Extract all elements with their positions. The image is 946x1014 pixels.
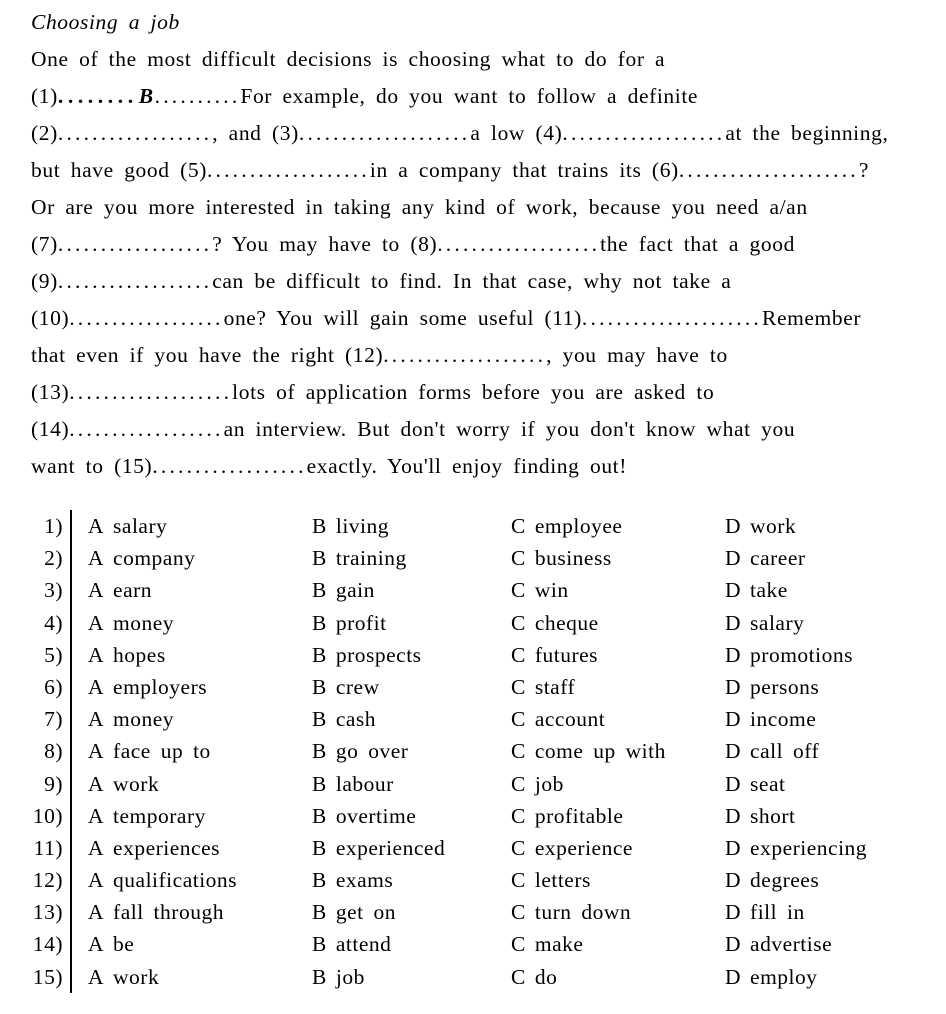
option-letter: A	[88, 674, 105, 699]
option-d	[725, 800, 946, 832]
option-letter: A	[88, 900, 105, 925]
passage-line	[31, 78, 936, 115]
passage-line	[31, 41, 936, 78]
option-word: qualifications	[113, 868, 238, 893]
option-letter: D	[725, 642, 742, 667]
option-letter: B	[312, 803, 327, 828]
option-letter: C	[511, 514, 526, 538]
option-word: fill in	[750, 900, 805, 925]
option-b	[312, 864, 511, 896]
question-number: 3)	[44, 578, 63, 603]
option-row	[0, 896, 946, 928]
option-row	[0, 800, 946, 832]
gap-dots: ...................	[383, 343, 547, 367]
option-word: career	[750, 546, 806, 571]
option-cells	[70, 542, 946, 574]
option-letter: D	[725, 610, 742, 635]
gap-dots: .....................	[581, 306, 762, 330]
option-letter: D	[725, 514, 742, 538]
gap-dots: ...................	[562, 121, 726, 145]
option-word: employ	[750, 964, 818, 989]
option-letter: D	[725, 674, 742, 699]
option-letter: C	[511, 546, 526, 571]
passage-line	[31, 226, 936, 263]
option-a	[88, 703, 312, 735]
option-c	[511, 864, 725, 896]
option-word: account	[534, 707, 606, 732]
option-a	[88, 832, 312, 864]
option-letter: B	[312, 707, 327, 732]
option-word: persons	[750, 674, 820, 699]
option-word: experience	[534, 835, 633, 860]
passage-text: at the beginning,	[725, 121, 889, 145]
question-number: 10)	[32, 803, 63, 828]
option-word: promotions	[750, 642, 853, 667]
gap-dots: ....................	[298, 121, 471, 145]
passage-text: (9)	[31, 269, 58, 293]
option-letter: A	[88, 771, 105, 796]
option-word: go over	[335, 739, 409, 764]
option-cells	[70, 928, 946, 960]
option-b	[312, 768, 511, 800]
passage-line	[31, 337, 936, 374]
question-number: 12)	[32, 868, 63, 893]
passage-text: want to (15)	[31, 454, 153, 478]
option-b	[312, 542, 511, 574]
option-cells	[70, 671, 946, 703]
option-letter: A	[88, 610, 105, 635]
option-c	[511, 961, 725, 993]
gap-dots: ...................	[437, 232, 601, 256]
option-word: work	[113, 771, 160, 796]
option-d	[725, 510, 946, 542]
option-letter: C	[511, 868, 526, 893]
option-letter: A	[88, 835, 105, 860]
option-word: money	[113, 707, 175, 732]
gap-dots: ...................	[206, 158, 370, 182]
option-letter: D	[725, 739, 742, 764]
option-word: salary	[113, 514, 168, 538]
option-row	[0, 928, 946, 960]
option-word: crew	[335, 674, 380, 699]
option-letter: B	[312, 674, 327, 699]
passage-text: lots of application forms before you are asked to	[232, 380, 715, 404]
option-cells	[70, 961, 946, 993]
option-letter: B	[312, 835, 327, 860]
option-word: futures	[534, 642, 599, 667]
option-word: call off	[750, 739, 820, 764]
option-a	[88, 864, 312, 896]
option-c	[511, 735, 725, 767]
option-letter: B	[312, 900, 327, 925]
option-cells	[70, 639, 946, 671]
option-letter: C	[511, 900, 526, 925]
option-cells	[70, 896, 946, 928]
option-letter: B	[312, 514, 327, 538]
option-a	[88, 607, 312, 639]
passage-line	[31, 189, 936, 226]
option-letter: C	[511, 771, 526, 796]
option-letter: D	[725, 707, 742, 732]
option-row	[0, 703, 946, 735]
option-row	[0, 574, 946, 606]
option-word: short	[750, 803, 796, 828]
passage-line	[31, 411, 936, 448]
option-word: degrees	[750, 868, 820, 893]
option-word: overtime	[335, 803, 417, 828]
passage-line	[31, 374, 936, 411]
option-letter: C	[511, 964, 526, 989]
option-word: experiencing	[750, 835, 868, 860]
question-number: 4)	[44, 610, 63, 635]
option-letter: C	[511, 578, 526, 603]
passage-text: a low (4)	[470, 121, 563, 145]
option-letter: B	[312, 932, 327, 957]
option-a	[88, 639, 312, 671]
option-letter: B	[312, 546, 327, 571]
option-letter: A	[88, 642, 105, 667]
passage-text: One of the most difficult decisions is choosing what to do for a	[31, 47, 666, 71]
option-word: staff	[534, 674, 576, 699]
passage-text: exactly. You'll enjoy finding out!	[306, 454, 628, 478]
option-d	[725, 671, 946, 703]
option-letter: C	[511, 610, 526, 635]
option-letter: B	[312, 610, 327, 635]
option-letter: A	[88, 868, 105, 893]
option-c	[511, 928, 725, 960]
option-word: profitable	[534, 803, 624, 828]
option-row	[0, 735, 946, 767]
option-letter: C	[511, 803, 526, 828]
option-word: gain	[335, 578, 375, 603]
option-row	[0, 510, 946, 542]
option-a	[88, 735, 312, 767]
option-b	[312, 703, 511, 735]
option-letter: D	[725, 964, 742, 989]
option-word: get on	[335, 900, 396, 925]
option-word: fall through	[113, 900, 224, 925]
option-word: employers	[113, 674, 208, 699]
option-b	[312, 896, 511, 928]
option-letter: D	[725, 578, 742, 603]
option-word: face up to	[113, 739, 211, 764]
passage-lines	[31, 41, 936, 485]
option-letter: B	[312, 964, 327, 989]
option-word: hopes	[113, 642, 166, 667]
option-a	[88, 768, 312, 800]
passage-text: can be difficult to find. In that case, why not take a	[212, 269, 732, 293]
option-cells	[70, 574, 946, 606]
passage-text: , you may have to	[546, 343, 728, 367]
option-c	[511, 896, 725, 928]
gap-dots: ........	[57, 84, 138, 108]
option-letter: C	[511, 642, 526, 667]
option-word: earn	[113, 578, 153, 603]
option-word: work	[750, 514, 797, 538]
option-c	[511, 574, 725, 606]
option-letter: B	[312, 868, 327, 893]
option-d	[725, 574, 946, 606]
passage-text: in a company that trains its (6)	[369, 158, 679, 182]
option-letter: A	[88, 739, 105, 764]
option-row	[0, 671, 946, 703]
option-cells	[70, 768, 946, 800]
option-a	[88, 961, 312, 993]
gap-dots: ..................	[69, 306, 224, 330]
option-row	[0, 832, 946, 864]
passage-text: one? You will gain some useful (11)	[223, 306, 582, 330]
option-b	[312, 607, 511, 639]
option-cells	[70, 703, 946, 735]
passage-text: , and (3)	[212, 121, 299, 145]
option-a	[88, 510, 312, 542]
option-word: income	[750, 707, 817, 732]
option-b	[312, 510, 511, 542]
option-word: seat	[750, 771, 786, 796]
option-letter: D	[725, 900, 742, 925]
gap-dots: ..................	[57, 121, 213, 145]
gap-dots: ..........	[154, 84, 241, 108]
option-word: win	[534, 578, 569, 603]
option-letter: B	[312, 642, 327, 667]
passage-text: (2)	[31, 121, 58, 145]
option-cells	[70, 832, 946, 864]
option-d	[725, 832, 946, 864]
question-number: 6)	[44, 674, 63, 699]
option-a	[88, 928, 312, 960]
option-row	[0, 607, 946, 639]
option-word: labour	[335, 771, 394, 796]
option-b	[312, 800, 511, 832]
option-letter: A	[88, 546, 105, 571]
option-word: employee	[534, 514, 623, 538]
option-word: do	[534, 964, 558, 989]
passage-text: For example, do you want to follow a definite	[240, 84, 699, 108]
option-b	[312, 639, 511, 671]
option-b	[312, 928, 511, 960]
filled-answer: B	[138, 84, 154, 108]
passage-text: ?	[858, 158, 870, 182]
question-number: 7)	[44, 707, 63, 732]
option-d	[725, 961, 946, 993]
option-cells	[70, 510, 946, 542]
option-c	[511, 542, 725, 574]
question-number: 8)	[44, 739, 63, 764]
passage-text: (10)	[31, 306, 70, 330]
option-d	[725, 768, 946, 800]
option-letter: B	[312, 771, 327, 796]
option-row	[0, 768, 946, 800]
question-number: 1)	[44, 514, 63, 538]
option-letter: A	[88, 578, 105, 603]
option-a	[88, 574, 312, 606]
passage-text: ? You may have to (8)	[212, 232, 438, 256]
option-letter: C	[511, 674, 526, 699]
passage-line	[31, 115, 936, 152]
passage-text: (7)	[31, 232, 58, 256]
option-b	[312, 735, 511, 767]
option-word: take	[750, 578, 788, 603]
gap-dots: ..................	[69, 417, 224, 441]
gap-dots: ..................	[152, 454, 307, 478]
option-word: be	[113, 932, 135, 957]
option-cells	[70, 864, 946, 896]
option-letter: C	[511, 739, 526, 764]
option-b	[312, 671, 511, 703]
option-d	[725, 542, 946, 574]
option-row	[0, 639, 946, 671]
option-word: prospects	[335, 642, 422, 667]
option-letter: D	[725, 868, 742, 893]
passage-title: Choosing a job	[31, 10, 180, 34]
option-b	[312, 961, 511, 993]
option-word: money	[113, 610, 175, 635]
option-d	[725, 703, 946, 735]
option-d	[725, 735, 946, 767]
gap-dots: .....................	[678, 158, 859, 182]
option-row	[0, 864, 946, 896]
option-word: cheque	[534, 610, 599, 635]
option-letter: C	[511, 835, 526, 860]
option-cells	[70, 607, 946, 639]
passage-text: an interview. But don't worry if you don't know what you	[223, 417, 796, 441]
option-row	[0, 542, 946, 574]
option-letter: D	[725, 546, 742, 571]
option-letter: A	[88, 964, 105, 989]
option-cells	[70, 800, 946, 832]
option-word: come up with	[534, 739, 666, 764]
passage-text: the fact that a good	[600, 232, 795, 256]
option-word: profit	[335, 610, 387, 635]
option-d	[725, 607, 946, 639]
option-letter: A	[88, 707, 105, 732]
option-c	[511, 607, 725, 639]
gap-dots: ..................	[57, 232, 213, 256]
passage-text: (13)	[31, 380, 70, 404]
option-b	[312, 832, 511, 864]
gap-dots: ...................	[69, 380, 233, 404]
option-c	[511, 510, 725, 542]
option-word: living	[335, 514, 390, 538]
option-a	[88, 800, 312, 832]
option-c	[511, 703, 725, 735]
option-word: make	[534, 932, 584, 957]
cloze-passage	[31, 4, 936, 485]
passage-text: but have good (5)	[31, 158, 207, 182]
option-word: temporary	[113, 803, 206, 828]
option-word: work	[113, 964, 160, 989]
option-word: advertise	[750, 932, 833, 957]
option-word: experiences	[113, 835, 220, 860]
passage-text: Remember	[762, 306, 862, 330]
passage-text: that even if you have the right (12)	[31, 343, 384, 367]
option-c	[511, 800, 725, 832]
gap-dots: ..................	[57, 269, 213, 293]
option-letter: A	[88, 932, 105, 957]
option-c	[511, 768, 725, 800]
option-b	[312, 574, 511, 606]
option-c	[511, 832, 725, 864]
option-d	[725, 864, 946, 896]
option-row	[0, 961, 946, 993]
question-number: 9)	[44, 771, 63, 796]
passage-text: Or are you more interested in taking any kind of work, because you need a/an	[31, 195, 808, 219]
option-d	[725, 928, 946, 960]
option-word: job	[335, 964, 365, 989]
option-letter: B	[312, 739, 327, 764]
option-letter: C	[511, 707, 526, 732]
option-letter: D	[725, 835, 742, 860]
question-number: 15)	[32, 964, 63, 989]
option-word: turn down	[534, 900, 632, 925]
option-word: attend	[335, 932, 392, 957]
question-number: 2)	[44, 546, 63, 571]
question-number: 11)	[33, 835, 63, 860]
option-word: job	[534, 771, 564, 796]
passage-text: (1)	[31, 84, 58, 108]
option-word: training	[335, 546, 407, 571]
option-letter: D	[725, 771, 742, 796]
option-d	[725, 896, 946, 928]
option-word: experienced	[335, 835, 446, 860]
option-letter: A	[88, 803, 105, 828]
passage-line	[31, 448, 936, 485]
option-a	[88, 896, 312, 928]
question-number: 13)	[32, 900, 63, 925]
passage-line	[31, 263, 936, 300]
option-a	[88, 671, 312, 703]
options-table	[0, 510, 946, 993]
option-d	[725, 639, 946, 671]
option-cells	[70, 735, 946, 767]
option-letter: C	[511, 932, 526, 957]
question-number: 5)	[44, 642, 63, 667]
option-letter: A	[88, 514, 105, 538]
option-word: company	[113, 546, 196, 571]
passage-line	[31, 300, 936, 337]
passage-line	[31, 152, 936, 189]
option-letter: B	[312, 578, 327, 603]
option-word: business	[534, 546, 612, 571]
option-c	[511, 671, 725, 703]
question-number: 14)	[32, 932, 63, 957]
option-word: cash	[335, 707, 377, 732]
option-word: salary	[750, 610, 805, 635]
passage-text: (14)	[31, 417, 70, 441]
option-word: exams	[335, 868, 394, 893]
option-a	[88, 542, 312, 574]
option-c	[511, 639, 725, 671]
option-word: letters	[534, 868, 591, 893]
option-letter: D	[725, 803, 742, 828]
option-letter: D	[725, 932, 742, 957]
